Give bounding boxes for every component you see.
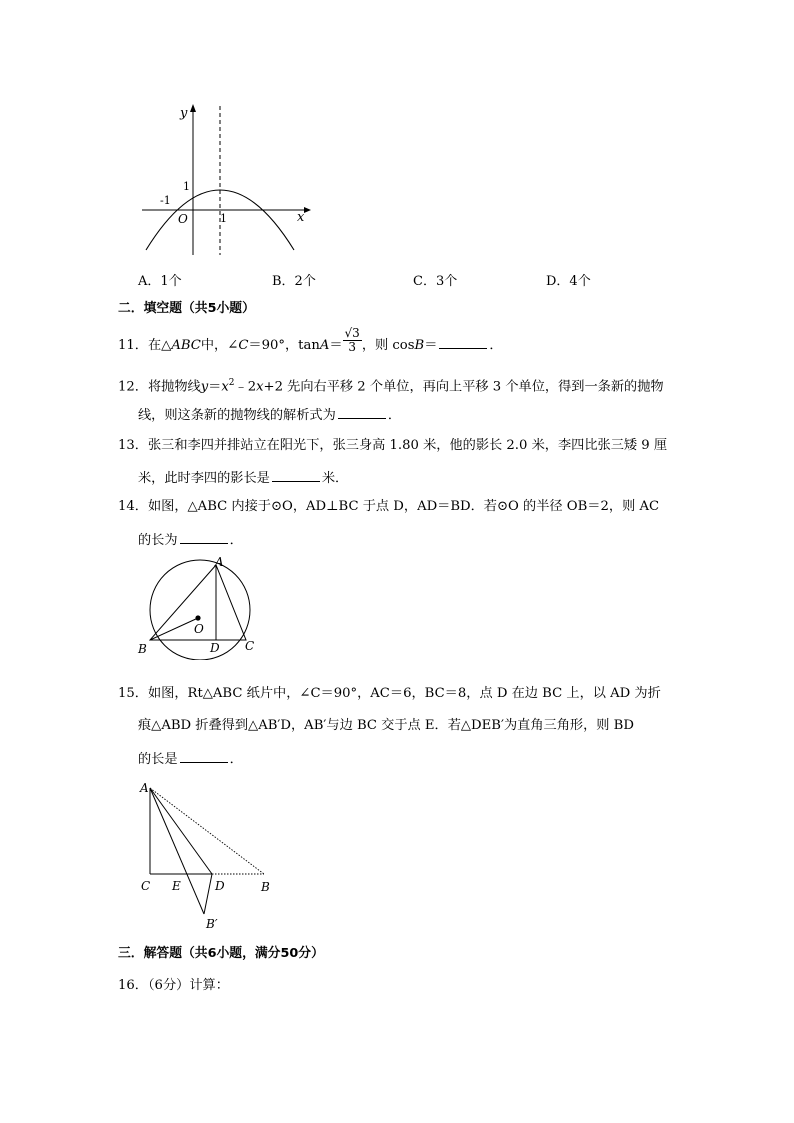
q12-y: y (200, 379, 209, 395)
question-11 (118, 326, 503, 354)
q11-text: ＝90°，tan (248, 338, 320, 353)
q12-x2: x (256, 379, 264, 395)
question-15-line3 (138, 750, 243, 768)
q15-end: ． (229, 752, 243, 767)
q15-text: 的长是 (138, 752, 178, 767)
section-fill-blank-title: 二．填空题（共5小题） (118, 301, 255, 316)
center-point (195, 615, 200, 620)
circle-triangle-figure (132, 556, 262, 660)
label-b: B (138, 642, 147, 656)
y-label: y (180, 106, 188, 121)
option-a: A．1个 (138, 274, 182, 289)
y-one-label: 1 (183, 180, 190, 193)
segment-ab-dotted (150, 788, 264, 874)
label-d: D (215, 879, 225, 893)
origin-label: O (178, 212, 188, 226)
q14-answer-blank[interactable] (180, 531, 228, 544)
label-c: C (141, 879, 151, 893)
q11-text: ，则 cos (361, 338, 415, 353)
question-16: 16．（6分）计算： (118, 978, 229, 993)
q14-text: 如图，△ABC 内接于⊙O，AD⊥BC 于点 D，AD＝BD．若⊙O 的半径 OB＝2，则 AC (147, 499, 660, 514)
q11-frac-num: √3 (344, 326, 360, 340)
q12-end: ． (387, 408, 401, 423)
q11-end: ． (489, 338, 503, 353)
question-12-line1 (118, 375, 664, 395)
option-c: C．3个 (413, 274, 458, 289)
label-c: C (245, 639, 255, 653)
y-axis-arrow (190, 104, 196, 112)
label-e: E (172, 879, 181, 893)
q11-text: ＝ (424, 338, 438, 353)
q13-number: 13． (118, 438, 148, 453)
q13-text: 米． (321, 471, 349, 486)
question-13-line2 (138, 469, 348, 487)
q11-answer-blank[interactable] (439, 336, 487, 349)
q11-text: ＝ (329, 338, 343, 353)
q12-answer-blank[interactable] (338, 406, 386, 419)
option-d: D．4个 (546, 274, 591, 289)
q12-text: 线，则这条新的抛物线的解析式为 (138, 408, 336, 423)
x-one-label: 1 (220, 212, 227, 225)
q15-text: 痕△ABD 折叠得到△AB′D，AB′与边 BC 交于点 E．若△DEB′为直角三角形，则 BD (138, 718, 634, 733)
q12-x: x (221, 379, 229, 395)
q14-end: ． (229, 533, 243, 548)
q12-text: ﹣2 (234, 379, 257, 395)
q13-text: 张三和李四并排站立在阳光下，张三身高 1.80 米，他的影长 2.0 米，李四比张三矮 9 厘 (147, 438, 668, 453)
question-13-line1 (118, 438, 667, 454)
q12-sup: 2 (228, 378, 235, 388)
q15-text: 如图，Rt△ABC 纸片中，∠C＝90°，AC＝6，BC＝8，点 D 在边 BC 上，以 AD 为折 (147, 686, 661, 701)
q11-fraction (343, 327, 362, 354)
question-14-line1 (118, 499, 659, 515)
q14-number: 14． (118, 499, 148, 514)
q15-number: 15． (118, 686, 148, 701)
segment-ob (150, 618, 198, 640)
question-14-line2 (138, 531, 243, 549)
q11-a: A (319, 338, 330, 353)
q11-text: 在△ (147, 338, 172, 353)
q14-text: 的长为 (138, 533, 178, 548)
folded-triangle-figure (136, 778, 286, 934)
q12-text: ＝ (208, 379, 222, 395)
q15-answer-blank[interactable] (180, 750, 228, 763)
x-axis-arrow (304, 207, 311, 213)
parabola-figure (136, 100, 316, 260)
label-a: A (215, 556, 224, 569)
q11-abc: ABC (171, 338, 201, 353)
neg-one-label: -1 (160, 194, 171, 207)
q11-frac-den: 3 (348, 340, 356, 354)
x-label: x (297, 210, 305, 225)
label-b: B (261, 880, 270, 894)
q13-answer-blank[interactable] (272, 469, 320, 482)
q11-number: 11． (118, 338, 148, 353)
q12-text: 将抛物线 (147, 379, 201, 395)
q11-c: C (238, 338, 249, 353)
option-b: B．2个 (272, 274, 316, 289)
q13-text: 米，此时李四的影长是 (138, 471, 270, 486)
label-a: A (140, 781, 149, 795)
question-12-line2 (138, 406, 401, 424)
question-15-line1 (118, 686, 661, 702)
label-b-prime: B′ (206, 917, 218, 931)
q11-text: 中，∠ (200, 338, 239, 353)
circle-o (150, 560, 250, 660)
q12-text: +2 先向右平移 2 个单位，再向上平移 3 个单位，得到一条新的抛物 (263, 379, 664, 395)
q12-number: 12． (118, 379, 148, 395)
label-d: D (210, 641, 220, 655)
label-o: O (194, 622, 204, 636)
segment-db-prime (204, 874, 212, 914)
q11-b: B (414, 338, 425, 353)
question-15-line2 (138, 718, 634, 734)
section-solve-title: 三．解答题（共6小题，满分50分） (118, 946, 324, 961)
